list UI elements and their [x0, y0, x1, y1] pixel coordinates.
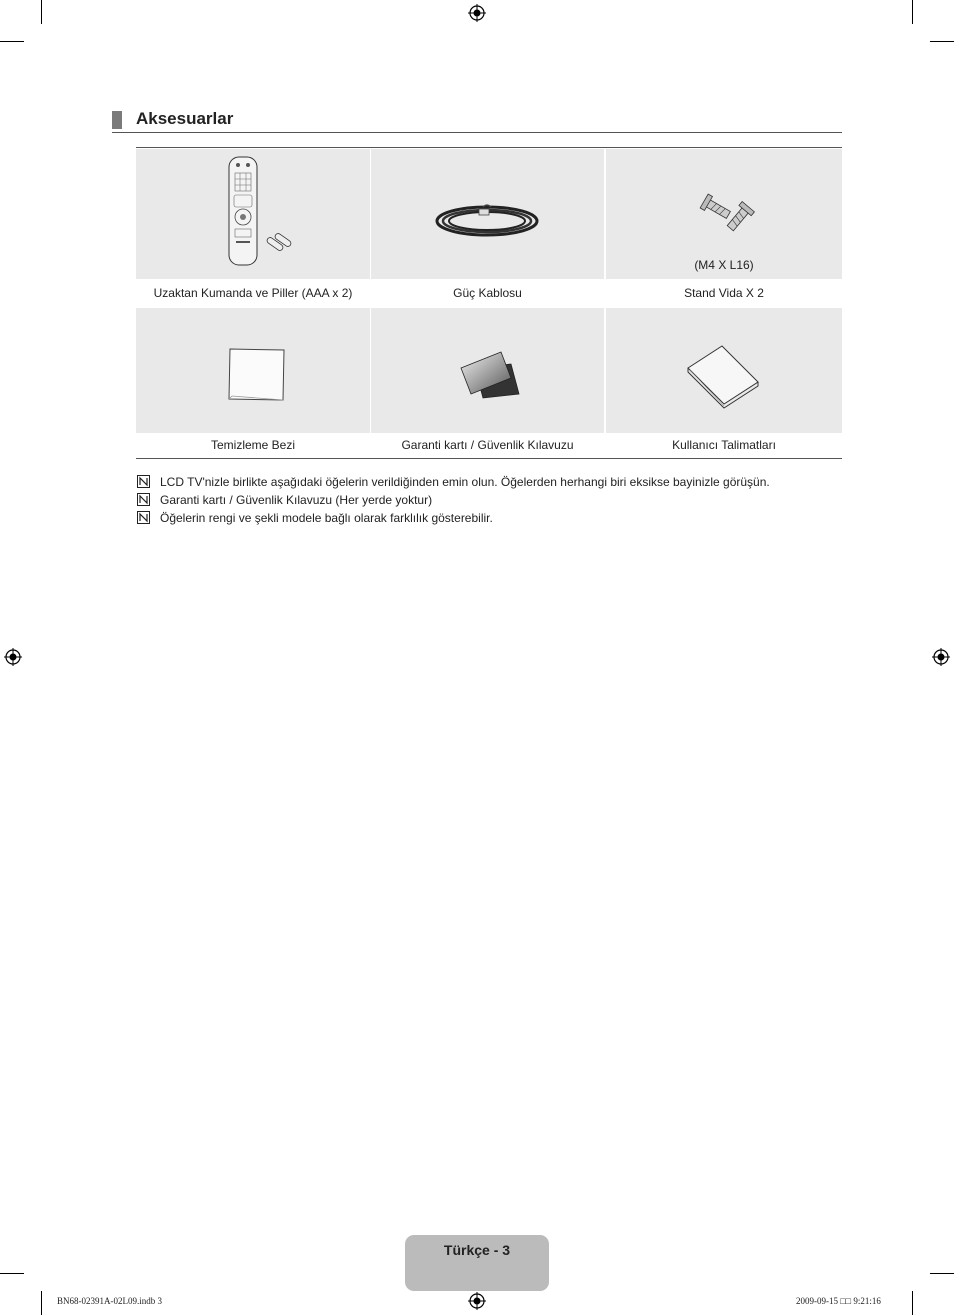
registration-mark-icon — [468, 1292, 486, 1310]
accessory-image-cell — [606, 149, 842, 279]
accessory-image-cell — [136, 308, 370, 433]
manual-icon — [606, 308, 842, 433]
accessory-image-cell — [371, 308, 604, 433]
note-text: Garanti kartı / Güvenlik Kılavuzu (Her yerde yoktur) — [160, 493, 433, 507]
accessory-image-cell — [606, 308, 842, 433]
warranty-card-icon — [371, 308, 604, 433]
cleaning-cloth-icon — [136, 308, 370, 433]
crop-mark — [41, 1291, 42, 1315]
accessory-image-cell — [371, 149, 604, 279]
crop-mark — [912, 0, 913, 24]
accessory-caption: Temizleme Bezi — [210, 438, 296, 452]
registration-mark-icon — [468, 4, 486, 22]
screw-size-label: (M4 X L16) — [694, 258, 754, 272]
registration-mark-icon — [4, 648, 22, 666]
print-datetime: 2009-09-15 □□ 9:21:16 — [796, 1296, 881, 1306]
section-title: Aksesuarlar — [136, 109, 234, 128]
page-number-tab — [405, 1235, 549, 1291]
print-file-name: BN68-02391A-02L09.indb 3 — [57, 1296, 162, 1306]
accessory-caption: Güç Kablosu — [453, 286, 522, 300]
accessory-image-cell — [136, 149, 370, 279]
section-header — [112, 108, 842, 133]
page-number: Türkçe - 3 — [443, 1242, 511, 1258]
crop-mark — [930, 41, 954, 42]
section-bar — [112, 111, 122, 129]
crop-mark — [0, 41, 24, 42]
note-icon — [137, 493, 150, 506]
accessory-caption: Kullanıcı Talimatları — [672, 438, 776, 452]
accessory-caption: Garanti kartı / Güvenlik Kılavuzu — [401, 438, 574, 452]
note-text: LCD TV'nizle birlikte aşağıdaki öğelerin verildiğinden emin olun. Öğelerden herhangi biri eksikse bayinizle görüşün. — [160, 475, 770, 489]
note-text: Öğelerin rengi ve şekli modele bağlı olarak farklılık gösterebilir. — [160, 511, 493, 525]
power-cable-icon — [371, 149, 604, 279]
remote-control-icon — [136, 149, 370, 279]
note-icon — [137, 475, 150, 488]
crop-mark — [0, 1273, 24, 1274]
crop-mark — [912, 1291, 913, 1315]
accessory-caption: Stand Vida X 2 — [684, 286, 764, 300]
accessories-table — [136, 147, 842, 459]
note-icon — [137, 511, 150, 524]
crop-mark — [930, 1273, 954, 1274]
crop-mark — [41, 0, 42, 24]
accessory-caption: Uzaktan Kumanda ve Piller (AAA x 2) — [153, 286, 353, 300]
registration-mark-icon — [932, 648, 950, 666]
